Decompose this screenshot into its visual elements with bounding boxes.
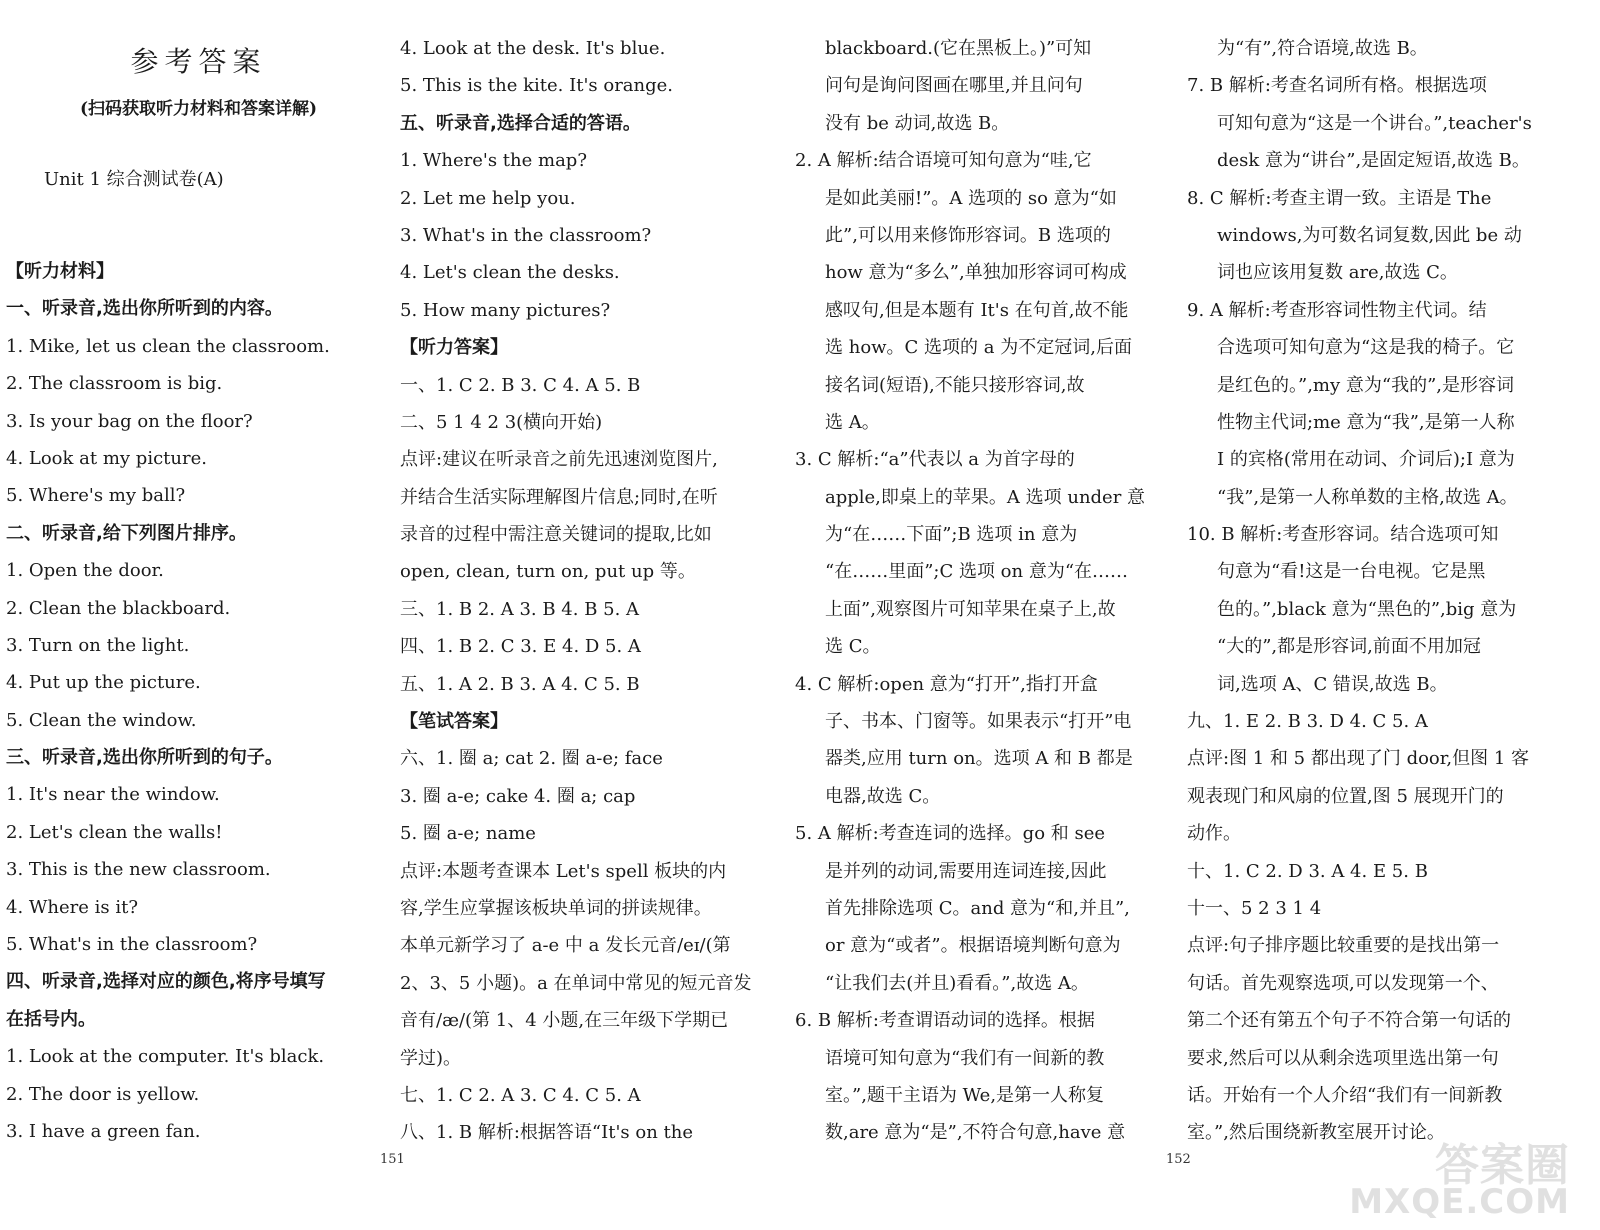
text-line: 1. Open the door. <box>6 560 164 582</box>
text-line: 五、1. A 2. B 3. A 4. C 5. B <box>400 673 640 695</box>
text-line: 2. The door is yellow. <box>6 1083 200 1105</box>
text-line: 选 how。C 选项的 a 为不定冠词,后面 <box>825 337 1132 359</box>
text-line: 句话。首先观察选项,可以发现第一个、 <box>1187 972 1499 994</box>
text-line: 3. What's in the classroom? <box>400 224 652 246</box>
text-line: 学过)。 <box>400 1047 462 1069</box>
column-2-body <box>400 30 785 1152</box>
text-line: 4. Put up the picture. <box>6 672 201 694</box>
text-line: 5. How many pictures? <box>400 299 611 321</box>
text-line: 点评:句子排序题比较重要的是找出第一 <box>1187 935 1500 957</box>
text-line: 4. Look at my picture. <box>6 447 207 469</box>
text-line: windows,为可数名词复数,因此 be 动 <box>1217 224 1522 246</box>
text-line: 十一、5 2 3 1 4 <box>1187 897 1322 919</box>
text-line: 为“在……下面”;B 选项 in 意为 <box>825 524 1078 546</box>
text-line: 5. A 解析:考查连词的选择。go 和 see <box>795 823 1106 845</box>
text-line: 5. What's in the classroom? <box>6 934 258 956</box>
text-line: desk 意为“讲台”,是固定短语,故选 B。 <box>1217 150 1530 172</box>
text-line: 三、1. B 2. A 3. B 4. B 5. A <box>400 598 640 620</box>
text-line: 【听力材料】 <box>6 261 114 282</box>
text-line: 八、1. B 解析:根据答语“It's on the <box>400 1122 693 1144</box>
text-line: 二、5 1 4 2 3(横向开始) <box>400 411 603 433</box>
watermark-url: MXQE.COM <box>1349 1182 1570 1222</box>
text-line: 是红色的。”,my 意为“我的”,是形容词 <box>1217 374 1515 396</box>
unit-heading: Unit 1 综合测试卷(A) <box>44 169 224 190</box>
text-line: 十、1. C 2. D 3. A 4. E 5. B <box>1187 860 1428 882</box>
text-line: 1. Look at the computer. It's black. <box>6 1046 325 1068</box>
column-3-body <box>795 30 1175 1152</box>
text-line: 词,选项 A、C 错误,故选 B。 <box>1217 673 1448 695</box>
text-line: “我”,是第一人称单数的主格,故选 A。 <box>1217 486 1518 508</box>
text-line: 4. Where is it? <box>6 896 138 918</box>
column-1 <box>6 42 391 191</box>
text-line: 首先排除选项 C。and 意为“和,并且”, <box>825 897 1130 919</box>
column-4-body <box>1187 30 1567 1152</box>
text-line: 一、听录音,选出你所听到的内容。 <box>6 298 283 320</box>
watermark <box>1349 1140 1570 1222</box>
text-line: 问句是询问图画在哪里,并且问句 <box>825 75 1083 97</box>
text-line: 9. A 解析:考查形容词性物主代词。结 <box>1187 299 1487 321</box>
column-1-body <box>6 253 391 1150</box>
text-line: 动作。 <box>1187 823 1241 845</box>
text-line: “在……里面”;C 选项 on 意为“在…… <box>825 561 1129 583</box>
page-number-151: 151 <box>380 1152 405 1167</box>
text-line: 本单元新学习了 a-e 中 a 发长元音/eɪ/(第 <box>400 935 731 957</box>
page-number-152: 152 <box>1166 1152 1191 1167</box>
page-title: 参考答案 <box>130 45 267 78</box>
text-line: I 的宾格(常用在动词、介词后);I 意为 <box>1217 449 1515 471</box>
text-line: 容,学生应掌握该板块单词的拼读规律。 <box>400 897 712 919</box>
text-line: 七、1. C 2. A 3. C 4. C 5. A <box>400 1084 641 1106</box>
text-line: 点评:本题考查课本 Let's spell 板块的内 <box>400 860 727 882</box>
text-line: 2. Let me help you. <box>400 187 576 209</box>
text-line: 并结合生活实际理解图片信息;同时,在听 <box>400 486 718 508</box>
text-line: 录音的过程中需注意关键词的提取,比如 <box>400 524 712 546</box>
text-line: 二、听录音,给下列图片排序。 <box>6 522 247 544</box>
text-line: 1. Where's the map? <box>400 150 587 172</box>
text-line: 此”,可以用来修饰形容词。B 选项的 <box>825 224 1111 246</box>
text-line: 是并列的动词,需要用连词连接,因此 <box>825 860 1107 882</box>
text-line: or 意为“或者”。根据语境判断句意为 <box>825 935 1121 957</box>
text-line: 可知句意为“这是一个讲台。”,teacher's <box>1217 112 1532 134</box>
text-line: 6. B 解析:考查谓语动词的选择。根据 <box>795 1010 1095 1032</box>
text-line: 2. Clean the blackboard. <box>6 597 231 619</box>
text-line: 没有 be 动词,故选 B。 <box>825 112 1010 134</box>
text-line: 点评:图 1 和 5 都出现了门 door,但图 1 客 <box>1187 748 1530 770</box>
text-line: “让我们去(并且)看看。”,故选 A。 <box>825 972 1089 994</box>
text-line: 7. B 解析:考查名词所有格。根据选项 <box>1187 75 1487 97</box>
text-line: 三、听录音,选出你所听到的句子。 <box>6 747 283 769</box>
text-line: 室。”,题干主语为 We,是第一人称复 <box>825 1084 1105 1106</box>
text-line: 器类,应用 turn on。选项 A 和 B 都是 <box>825 748 1133 770</box>
text-line: 4. C 解析:open 意为“打开”,指打开盒 <box>795 673 1098 695</box>
text-line: 【听力答案】 <box>400 337 508 359</box>
watermark-logo: 答案圈 <box>1435 1140 1570 1191</box>
text-line: apple,即桌上的苹果。A 选项 under 意 <box>825 486 1146 508</box>
text-line: open, clean, turn on, put up 等。 <box>400 561 696 583</box>
text-line: 3. Turn on the light. <box>6 634 190 656</box>
text-line: 3. This is the new classroom. <box>6 859 271 881</box>
text-line: 10. B 解析:考查形容词。结合选项可知 <box>1187 524 1499 546</box>
text-line: 3. Is your bag on the floor? <box>6 410 253 432</box>
text-line: “大的”,都是形容词,前面不用加冠 <box>1217 636 1481 658</box>
text-line: 5. 圈 a-e; name <box>400 823 536 845</box>
text-line: 性物主代词;me 意为“我”,是第一人称 <box>1217 411 1515 433</box>
text-line: 5. Clean the window. <box>6 709 197 731</box>
text-line: 九、1. E 2. B 3. D 4. C 5. A <box>1187 711 1428 733</box>
text-line: 四、听录音,选择对应的颜色,将序号填写 <box>6 971 326 993</box>
text-line: 为“有”,符合语境,故选 B。 <box>1217 38 1428 59</box>
text-line: 选 A。 <box>825 411 880 433</box>
text-line: 感叹句,但是本题有 It's 在句首,故不能 <box>825 299 1129 321</box>
text-line: 8. C 解析:考查主谓一致。主语是 The <box>1187 187 1492 209</box>
text-line: 2、3、5 小题)。a 在单词中常见的短元音发 <box>400 972 752 994</box>
text-line: 在括号内。 <box>6 1008 96 1030</box>
text-line: 2. Let's clean the walls! <box>6 821 223 843</box>
text-line: how 意为“多么”,单独加形容词可构成 <box>825 262 1127 284</box>
text-line: 话。开始有一个人介绍“我们有一间新教 <box>1187 1084 1503 1106</box>
text-line: 选 C。 <box>825 636 881 658</box>
text-line: 色的。”,black 意为“黑色的”,big 意为 <box>1217 598 1517 620</box>
text-line: 句意为“看!这是一台电视。它是黑 <box>1217 561 1486 583</box>
text-line: 1. It's near the window. <box>6 784 220 806</box>
text-line: 1. Mike, let us clean the classroom. <box>6 335 330 357</box>
text-line: 5. Where's my ball? <box>6 485 186 507</box>
text-line: 观表现门和风扇的位置,图 5 展现开门的 <box>1187 785 1504 807</box>
text-line: 上面”,观察图片可知苹果在桌子上,故 <box>825 598 1116 620</box>
text-line: 4. Look at the desk. It's blue. <box>400 38 666 59</box>
text-line: 数,are 意为“是”,不符合句意,have 意 <box>825 1122 1126 1144</box>
text-line: 音有/æ/(第 1、4 小题,在三年级下学期已 <box>400 1010 729 1032</box>
text-line: 室。”,然后围绕新教室展开讨论。 <box>1187 1122 1445 1144</box>
text-line: 3. C 解析:“a”代表以 a 为首字母的 <box>795 449 1075 471</box>
text-line: 是如此美丽!”。A 选项的 so 意为“如 <box>825 187 1117 209</box>
text-line: 4. Let's clean the desks. <box>400 262 620 284</box>
text-line: 2. A 解析:结合语境可知句意为“哇,它 <box>795 150 1092 172</box>
text-line: 5. This is the kite. It's orange. <box>400 75 674 97</box>
text-line: 接名词(短语),不能只接形容词,故 <box>825 374 1085 396</box>
text-line: blackboard.(它在黑板上。)”可知 <box>825 38 1092 59</box>
text-line: 【笔试答案】 <box>400 711 508 733</box>
page-subtitle: (扫码获取听力材料和答案详解) <box>79 99 318 119</box>
text-line: 五、听录音,选择合适的答语。 <box>400 112 641 134</box>
text-line: 2. The classroom is big. <box>6 373 223 395</box>
text-line: 语境可知句意为“我们有一间新的教 <box>825 1047 1105 1069</box>
text-line: 六、1. 圈 a; cat 2. 圈 a-e; face <box>400 748 663 770</box>
text-line: 点评:建议在听录音之前先迅速浏览图片, <box>400 449 718 471</box>
text-line: 第二个还有第五个句子不符合第一句话的 <box>1187 1010 1511 1032</box>
text-line: 一、1. C 2. B 3. C 4. A 5. B <box>400 374 641 396</box>
text-line: 合选项可知句意为“这是我的椅子。它 <box>1217 337 1515 359</box>
text-line: 要求,然后可以从剩余选项里选出第一句 <box>1187 1047 1499 1069</box>
text-line: 3. 圈 a-e; cake 4. 圈 a; cap <box>400 785 636 807</box>
text-line: 电器,故选 C。 <box>825 785 941 807</box>
text-line: 子、书本、门窗等。如果表示“打开”电 <box>825 711 1132 733</box>
text-line: 3. I have a green fan. <box>6 1120 201 1142</box>
text-line: 词也应该用复数 are,故选 C。 <box>1217 262 1458 284</box>
text-line: 四、1. B 2. C 3. E 4. D 5. A <box>400 636 641 658</box>
